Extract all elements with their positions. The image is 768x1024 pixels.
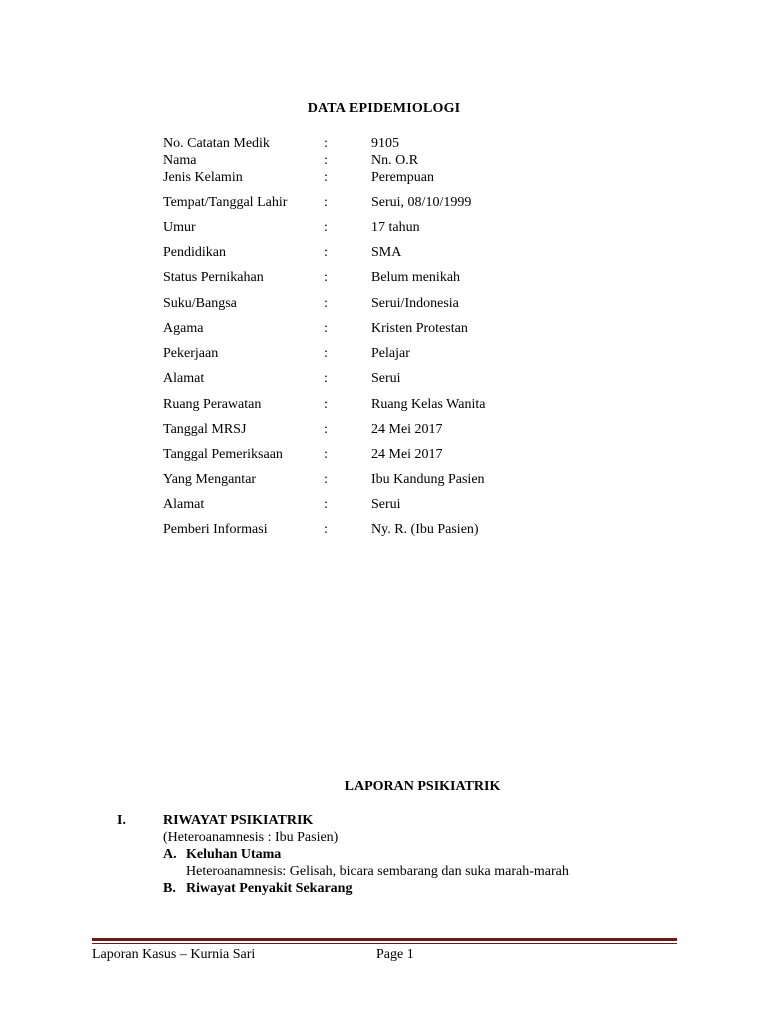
field-label: Tanggal Pemeriksaan xyxy=(163,447,283,462)
field-separator: : xyxy=(324,422,328,437)
field-label: Tanggal MRSJ xyxy=(163,422,247,437)
item-a-text: Heteroanamnesis: Gelisah, bicara sembarang dan suka marah-marah xyxy=(186,864,569,879)
field-label: Alamat xyxy=(163,371,205,386)
item-a-letter: A. xyxy=(163,847,177,862)
footer-author: Laporan Kasus – Kurnia Sari xyxy=(92,947,256,962)
field-value: Ny. R. (Ibu Pasien) xyxy=(371,522,479,537)
field-label: Jenis Kelamin xyxy=(163,170,243,185)
field-label: No. Catatan Medik xyxy=(163,136,270,151)
field-separator: : xyxy=(324,522,328,537)
section-number: I. xyxy=(117,813,126,828)
section-source: (Heteroanamnesis : Ibu Pasien) xyxy=(163,830,339,845)
field-value: SMA xyxy=(371,245,402,260)
field-value: 24 Mei 2017 xyxy=(371,422,443,437)
field-separator: : xyxy=(324,447,328,462)
field-label: Umur xyxy=(163,220,196,235)
field-separator: : xyxy=(324,270,328,285)
field-separator: : xyxy=(324,397,328,412)
field-value: Nn. O.R xyxy=(371,153,419,168)
field-separator: : xyxy=(324,195,328,210)
field-separator: : xyxy=(324,220,328,235)
field-separator: : xyxy=(324,170,328,185)
field-label: Alamat xyxy=(163,497,205,512)
field-label: Nama xyxy=(163,153,197,168)
field-separator: : xyxy=(324,153,328,168)
field-separator: : xyxy=(324,472,328,487)
field-value: Serui xyxy=(371,371,401,386)
field-separator: : xyxy=(324,371,328,386)
field-label: Pemberi Informasi xyxy=(163,522,268,537)
section-heading: RIWAYAT PSIKIATRIK xyxy=(163,813,314,828)
field-separator: : xyxy=(324,245,328,260)
report-title: LAPORAN PSIKIATRIK xyxy=(344,779,501,794)
field-label: Status Pernikahan xyxy=(163,270,264,285)
item-a-heading: Keluhan Utama xyxy=(186,847,282,862)
field-value: Serui xyxy=(371,497,401,512)
field-label: Suku/Bangsa xyxy=(163,296,237,311)
page-title: DATA EPIDEMIOLOGI xyxy=(307,101,461,116)
field-value: Serui, 08/10/1999 xyxy=(371,195,472,210)
field-label: Agama xyxy=(163,321,204,336)
field-value: Perempuan xyxy=(371,170,434,185)
item-b-letter: B. xyxy=(163,881,176,896)
footer-divider-thin xyxy=(92,943,677,944)
item-b-heading: Riwayat Penyakit Sekarang xyxy=(186,881,353,896)
field-separator: : xyxy=(324,321,328,336)
field-label: Pekerjaan xyxy=(163,346,219,361)
field-label: Tempat/Tanggal Lahir xyxy=(163,195,288,210)
footer-page-number: Page 1 xyxy=(376,947,414,962)
field-value: Serui/Indonesia xyxy=(371,296,459,311)
field-value: Pelajar xyxy=(371,346,410,361)
field-separator: : xyxy=(324,296,328,311)
field-value: 24 Mei 2017 xyxy=(371,447,443,462)
field-value: Ruang Kelas Wanita xyxy=(371,397,486,412)
footer-divider-thick xyxy=(92,938,677,941)
field-value: Belum menikah xyxy=(371,270,461,285)
field-label: Yang Mengantar xyxy=(163,472,257,487)
field-label: Pendidikan xyxy=(163,245,226,260)
field-value: Kristen Protestan xyxy=(371,321,468,336)
field-separator: : xyxy=(324,136,328,151)
field-separator: : xyxy=(324,497,328,512)
field-value: 9105 xyxy=(371,136,399,151)
field-value: Ibu Kandung Pasien xyxy=(371,472,485,487)
field-separator: : xyxy=(324,346,328,361)
field-value: 17 tahun xyxy=(371,220,420,235)
field-label: Ruang Perawatan xyxy=(163,397,262,412)
